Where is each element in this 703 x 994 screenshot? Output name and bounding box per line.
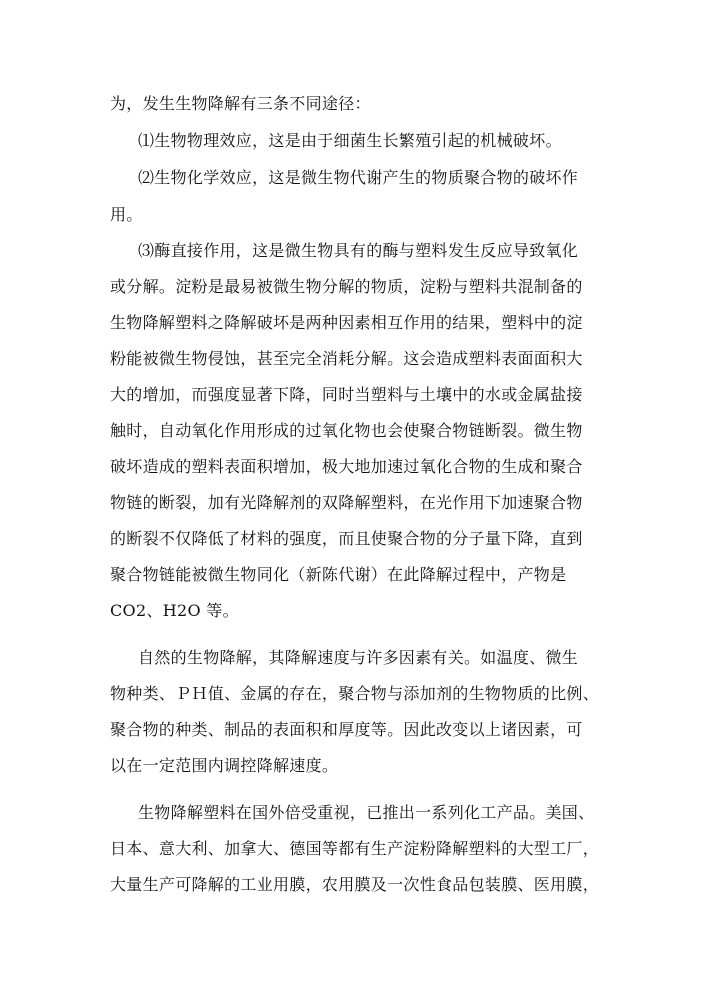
text-line: 聚合物的种类、制品的表面积和厚度等。因此改变以上诸因素，可: [110, 720, 583, 739]
text-line: 用。: [110, 205, 143, 224]
text-line: 的断裂不仅降低了材料的强度，而且使聚合物的分子量下降，直到: [110, 529, 583, 548]
text-line: ⑶酶直接作用，这是微生物具有的酶与塑料发生反应导致氧化: [138, 241, 579, 260]
text-line: 粉能被微生物侵蚀，甚至完全消耗分解。这会造成塑料表面面积大: [110, 349, 583, 368]
text-line: CO2、H2O 等。: [110, 601, 239, 620]
text-line: 以在一定范围内调控降解速度。: [110, 756, 339, 775]
text-line: ⑴生物物理效应，这是由于细菌生长繁殖引起的机械破坏。: [138, 131, 562, 150]
text-line: 破坏造成的塑料表面积增加，极大地加速过氧化合物的生成和聚合: [110, 457, 583, 476]
text-line: 或分解。淀粉是最易被微生物分解的物质，淀粉与塑料共混制备的: [110, 277, 583, 296]
text-line: 物种类、ＰＨ值、金属的存在，聚合物与添加剂的生物物质的比例、: [110, 684, 600, 703]
text-line: ⑵生物化学效应，这是微生物代谢产生的物质聚合物的破坏作: [138, 168, 579, 187]
text-line: 物链的断裂，加有光降解剂的双降解塑料，在光作用下加速聚合物: [110, 493, 583, 512]
text-line: 大量生产可降解的工业用膜，农用膜及一次性食品包装膜、医用膜，: [110, 875, 600, 894]
text-line: 自然的生物降解，其降解速度与许多因素有关。如温度、微生: [138, 648, 579, 667]
text-line: 为，发生生物降解有三条不同途径：: [110, 94, 371, 113]
text-line: 触时，自动氧化作用形成的过氧化物也会使聚合物链断裂。微生物: [110, 421, 583, 440]
text-line: 生物降解塑料在国外倍受重视，已推出一系列化工产品。美国、: [138, 803, 595, 822]
text-line: 日本、意大利、加拿大、德国等都有生产淀粉降解塑料的大型工厂，: [110, 839, 600, 858]
text-line: 聚合物链能被微生物同化（新陈代谢）在此降解过程中，产物是: [110, 565, 567, 584]
text-line: 生物降解塑料之降解破坏是两种因素相互作用的结果，塑料中的淀: [110, 313, 583, 332]
text-line: 大的增加，而强度显著下降，同时当塑料与土壤中的水或金属盐接: [110, 385, 583, 404]
